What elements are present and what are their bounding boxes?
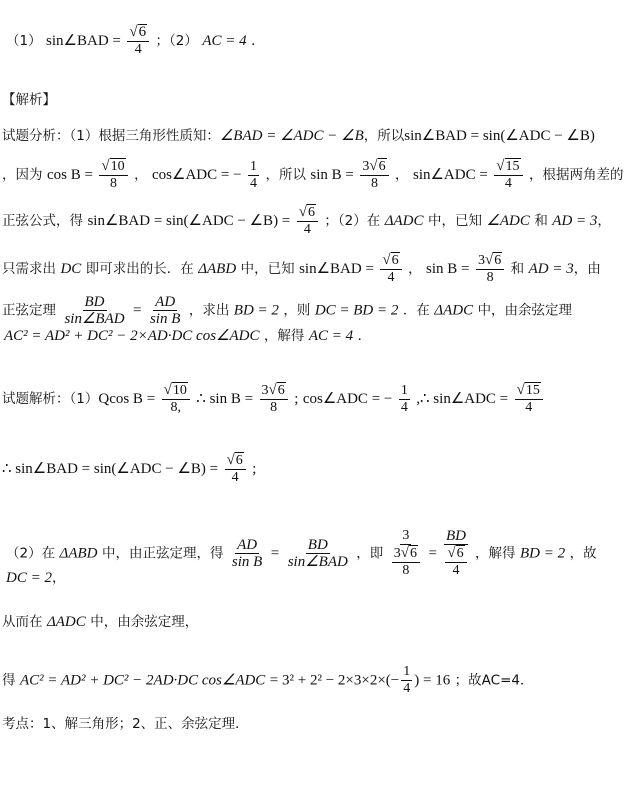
fraction: √ 6 4 bbox=[127, 24, 149, 58]
analysis-line-6: AC² = AD² + DC² − 2×AD·DC cos∠ADC ，解得 AC = 4 ． bbox=[4, 328, 372, 344]
analysis-line-2: ，因为 cos B = √ 10 8 ， cos∠ADC = − $\frac{1}{4}$ ，所以 sin B = 3 √ 6 8 ， sin∠ADC = √ 15 4 ，根据两角差的 bbox=[2, 158, 624, 191]
solution-line-2: ∴ sin∠BAD = sin(∠ADC − ∠B) = √ 6 4 ; bbox=[2, 452, 257, 485]
solution-line-6: 得 AC² = AD² + DC² − 2AD·DC cos∠ADC = 3² + 2² − 2×3×2×(− $\frac{1}{4}$ ) = 16 ；故AC=4． bbox=[2, 664, 534, 696]
analysis-line-1: 试题分析：（1）根据三角形性质知：∠BAD = ∠ADC − ∠B，所以sin∠BAD = sin(∠ADC − ∠B) bbox=[2, 128, 595, 144]
solution-line-4: DC = 2， bbox=[6, 570, 66, 586]
solution-line-5: 从而在 ΔADC 中，由余弦定理， bbox=[2, 614, 199, 630]
analysis-line-5: 正弦定理 BD sin∠BAD = $\frac{AD}{\text{sin B}}$ ，求出 BD = 2 ，则 DC = BD = 2 ．在 ΔADC 中，由余弦定理 bbox=[2, 294, 573, 327]
kaodian-line: 考点：1、解三角形；2、正、余弦定理． bbox=[2, 716, 249, 732]
analysis-line-3: 正弦公式，得 sin∠BAD = sin(∠ADC − ∠B) = √ 6 4 ；（2）在 ΔADC 中，已知 ∠ADC 和 AD = 3， bbox=[2, 204, 611, 237]
answer-line: （1） sin∠BAD = √ 6 4 ；（2） AC = 4 ． bbox=[6, 24, 265, 57]
solution-line-1: 试题解析：（1）Qcos B = √ 10 8, ∴ sin B = 3 √ 6 8 ; cos∠ADC = − $\frac{1}{4}$ ,∴ sin∠ADC = √ 15 4 bbox=[2, 382, 545, 416]
solution-line-3: （2）在 ΔABD 中，由正弦定理，得 $\frac{AD}{\text{sin B}}$ = BD sin∠BAD ，即 3 3 √ 6 8 = BD √ 6 4 ，解得 BD = 2 ，故 bbox=[6, 528, 597, 578]
analysis-heading: 【解析】 bbox=[2, 92, 56, 108]
analysis-line-4: 只需求出 DC 即可求出的长．在 ΔABD 中，已知 sin∠BAD = √ 6 4 ， sin B = 3 √ 6 8 和 AD = 3，由 bbox=[2, 252, 601, 285]
